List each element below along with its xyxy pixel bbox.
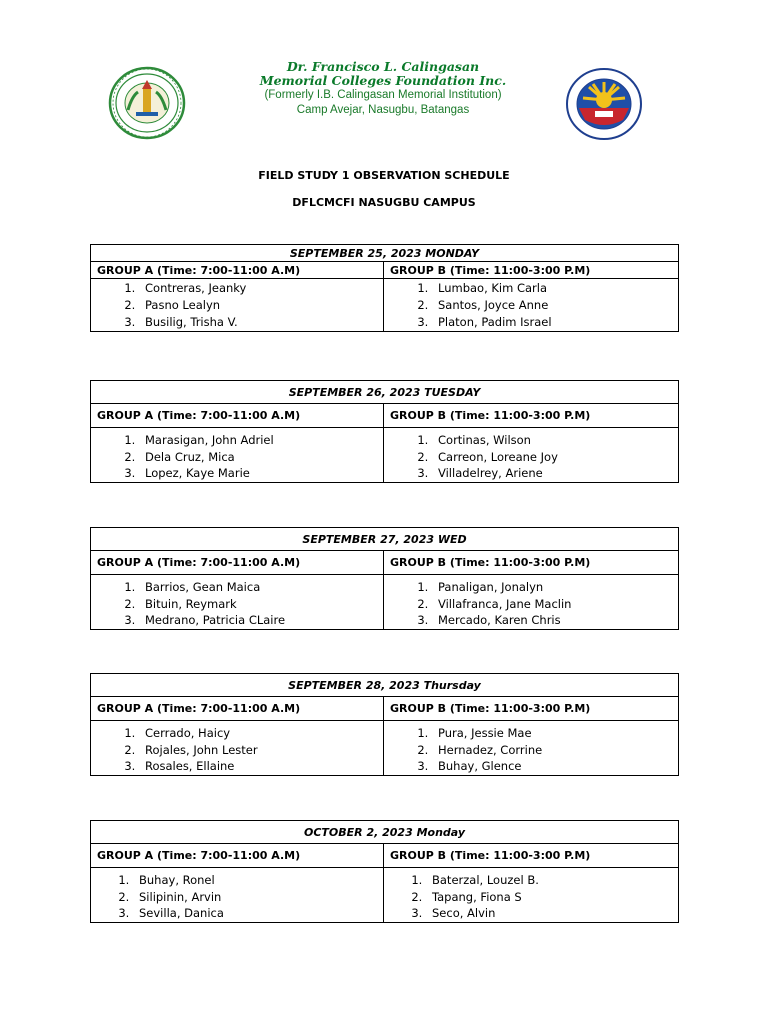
institution-address: Camp Avejar, Nasugbu, Batangas <box>296 104 470 116</box>
group-a-header: GROUP A (Time: 7:00-11:00 A.M) <box>91 404 384 428</box>
group-b-header: GROUP B (Time: 11:00-3:00 P.M) <box>384 551 679 575</box>
list-item: 1. Lumbao, Kim Carla <box>432 280 678 297</box>
list-item: 1. Baterzal, Louzel B. <box>426 872 678 889</box>
list-item: 3. Rosales, Ellaine <box>139 758 383 775</box>
list-item: 3. Buhay, Glence <box>432 758 678 775</box>
group-b-list <box>384 428 679 483</box>
list-item: 1. Contreras, Jeanky <box>139 280 383 297</box>
list-item: 2. Villafranca, Jane Maclin <box>432 596 678 613</box>
group-a-list <box>91 721 384 776</box>
institution-header <box>200 60 566 118</box>
group-a-header: GROUP A (Time: 7:00-11:00 A.M) <box>91 551 384 575</box>
list-item: 1. Buhay, Ronel <box>133 872 383 889</box>
schedule-date: OCTOBER 2, 2023 Monday <box>91 821 679 844</box>
list-item: 3. Villadelrey, Ariene <box>432 465 678 482</box>
list-item: 1. Cortinas, Wilson <box>432 432 678 449</box>
institution-name-line2: Memorial Colleges Foundation Inc. <box>259 73 507 88</box>
schedule-table <box>90 244 679 332</box>
schedule-table <box>90 527 679 630</box>
list-item: 2. Silipinin, Arvin <box>133 889 383 906</box>
list-item: 3. Lopez, Kaye Marie <box>139 465 383 482</box>
schedule-table <box>90 380 679 483</box>
ched-seal-logo <box>565 68 643 140</box>
list-item: 2. Dela Cruz, Mica <box>139 449 383 466</box>
schedule-table <box>90 673 679 776</box>
group-a-header: GROUP A (Time: 7:00-11:00 A.M) <box>91 697 384 721</box>
list-item: 2. Santos, Joyce Anne <box>432 297 678 314</box>
list-item: 2. Pasno Lealyn <box>139 297 383 314</box>
institution-name-line1: Dr. Francisco L. Calingasan <box>286 59 480 74</box>
list-item: 2. Rojales, John Lester <box>139 742 383 759</box>
list-item: 3. Platon, Padim Israel <box>432 314 678 331</box>
list-item: 1. Cerrado, Haicy <box>139 725 383 742</box>
institution-formerly: (Formerly I.B. Calingasan Memorial Institution) <box>264 89 502 101</box>
list-item: 2. Tapang, Fiona S <box>426 889 678 906</box>
list-item: 3. Busilig, Trisha V. <box>139 314 383 331</box>
list-item: 1. Pura, Jessie Mae <box>432 725 678 742</box>
group-a-header: GROUP A (Time: 7:00-11:00 A.M) <box>91 844 384 868</box>
group-b-header: GROUP B (Time: 11:00-3:00 P.M) <box>384 697 679 721</box>
group-b-header: GROUP B (Time: 11:00-3:00 P.M) <box>384 262 679 279</box>
schedule-date: SEPTEMBER 28, 2023 Thursday <box>91 674 679 697</box>
list-item: 3. Sevilla, Danica <box>133 905 383 922</box>
schedule-date: SEPTEMBER 26, 2023 TUESDAY <box>91 381 679 404</box>
list-item: 2. Carreon, Loreane Joy <box>432 449 678 466</box>
group-b-list <box>384 721 679 776</box>
school-seal-logo <box>108 66 186 140</box>
group-b-header: GROUP B (Time: 11:00-3:00 P.M) <box>384 844 679 868</box>
list-item: 1. Marasigan, John Adriel <box>139 432 383 449</box>
group-a-list <box>91 279 384 332</box>
schedule-table <box>90 820 679 923</box>
document-subtitle: DFLCMCFI NASUGBU CAMPUS <box>292 196 476 209</box>
group-b-list <box>384 575 679 630</box>
list-item: 1. Barrios, Gean Maica <box>139 579 383 596</box>
list-item: 2. Hernadez, Corrine <box>432 742 678 759</box>
group-b-header: GROUP B (Time: 11:00-3:00 P.M) <box>384 404 679 428</box>
schedule-date: SEPTEMBER 25, 2023 MONDAY <box>91 245 679 262</box>
schedule-date: SEPTEMBER 27, 2023 WED <box>91 528 679 551</box>
list-item: 1. Panaligan, Jonalyn <box>432 579 678 596</box>
document-title: FIELD STUDY 1 OBSERVATION SCHEDULE <box>258 169 510 182</box>
group-a-list <box>91 575 384 630</box>
group-b-list <box>384 279 679 332</box>
list-item: 2. Bituin, Reymark <box>139 596 383 613</box>
group-a-header: GROUP A (Time: 7:00-11:00 A.M) <box>91 262 384 279</box>
group-a-list <box>91 868 384 923</box>
list-item: 3. Medrano, Patricia CLaire <box>139 612 383 629</box>
group-b-list <box>384 868 679 923</box>
list-item: 3. Seco, Alvin <box>426 905 678 922</box>
list-item: 3. Mercado, Karen Chris <box>432 612 678 629</box>
group-a-list <box>91 428 384 483</box>
